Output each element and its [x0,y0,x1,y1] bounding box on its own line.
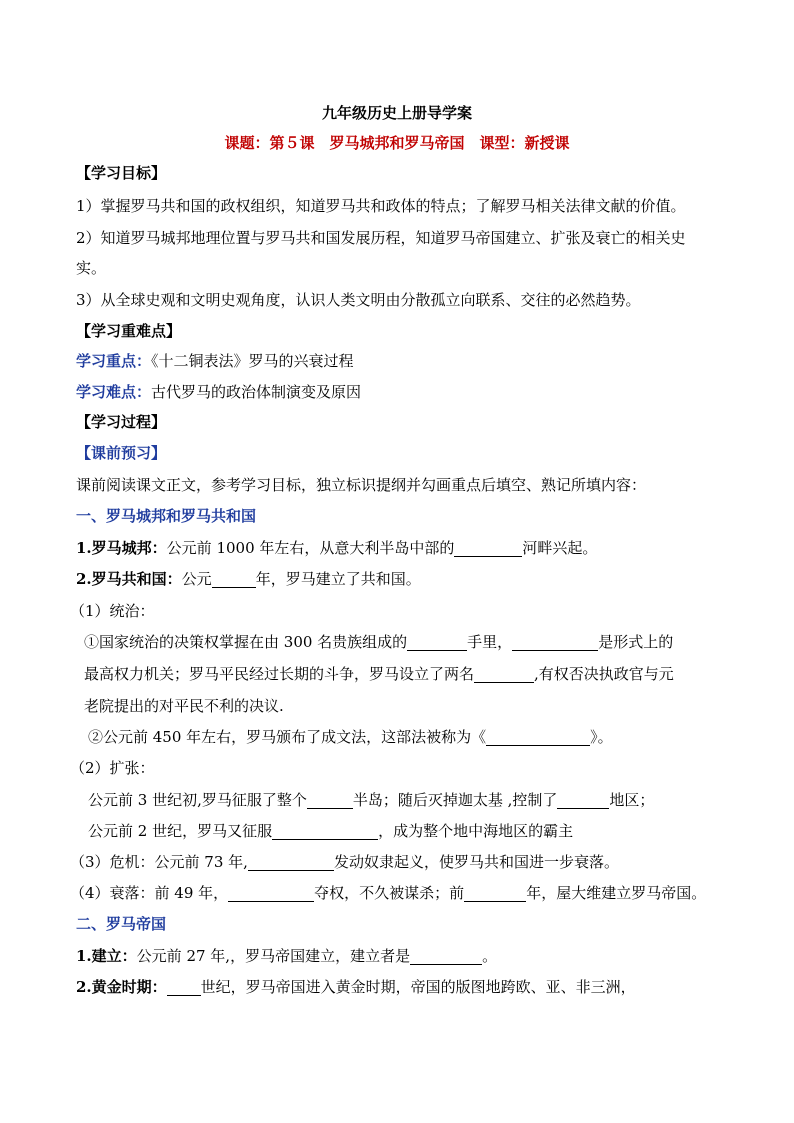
q2-label: 2.罗马共和国： [76,570,182,588]
crisis-line [70,851,619,873]
difficulty-line [76,381,361,403]
rule-2-line [88,726,613,748]
rule2-text-b: 》。 [590,728,613,746]
objective-1: 1）掌握罗马共和国的政权组织，知道罗马共和政体的特点；了解罗马相关法律文献的价值。 [76,197,686,215]
blank-peninsula[interactable] [307,792,353,809]
section1-q1 [76,537,597,559]
blank-century[interactable] [167,979,201,996]
keypoints-heading: 【学习重难点】 [76,322,182,340]
s2-q2-text-b: 世纪，罗马帝国进入黄金时期，帝国的版图地跨欧、亚、非三洲， [200,978,636,996]
rule-1-line2 [84,663,674,685]
blank-region[interactable] [557,792,609,809]
difficulty-text: 古代罗马的政治体制演变及原因 [151,383,362,401]
crisis-text-b: 发动奴隶起义，使罗马共和国进一步衰落。 [333,853,619,871]
decline-line [70,882,706,904]
expansion-line1 [88,789,654,811]
rule1-text-d: 最高权力机关；罗马平民经过长期的斗争，罗马设立了两名 [84,665,475,683]
objective-2-cont: 实。 [76,259,107,277]
q1-text-b: 河畔兴起。 [522,539,598,557]
blank-conquest[interactable] [272,823,378,840]
blank-assembly[interactable] [512,634,598,651]
rule1-text-c: 是形式上的 [598,633,674,651]
rule1-text-e: ,有权否决执政官与元 [534,665,674,683]
s2-q1-text-b: 。 [482,947,498,965]
preview-intro: 课前阅读课文正文，参考学习目标，独立标识提纲并勾画重点后填空、熟记所填内容： [76,476,647,494]
objectives-heading: 【学习目标】 [76,164,167,182]
focus-label: 学习重点： [76,352,152,370]
s2-q2-label: 2.黄金时期： [76,978,167,996]
blank-senate[interactable] [407,634,467,651]
expansion-line2 [88,820,573,842]
s2-q1-label: 1.建立： [76,947,137,965]
exp1-text-a: 公元前 3 世纪初,罗马征服了整个 [88,791,307,809]
rule1-text-a: ①国家统治的决策权掌握在由 300 名贵族组成的 [84,633,408,651]
expansion-label: （2）扩张： [70,759,155,777]
section1-q2 [76,568,421,590]
exp1-text-b: 半岛；随后灭掉迦太基 ,控制了 [352,791,558,809]
focus-text: 《十二铜表法》罗马的兴衰过程 [151,352,354,370]
blank-caesar[interactable] [228,885,314,902]
section1-heading: 一、罗马城邦和罗马共和国 [76,507,257,525]
section2-q1 [76,945,497,967]
rule-1-line1 [84,631,673,653]
decline-text-b: 夺权，不久被谋杀；前 [314,884,465,902]
preview-heading: 【课前预习】 [76,444,167,462]
page-title: 九年级历史上册导学案 [321,104,472,122]
q2-text-b: 年，罗马建立了共和国。 [255,570,421,588]
crisis-text-a: （3）危机：公元前 73 年, [70,853,248,871]
section2-heading: 二、罗马帝国 [76,915,167,933]
decline-text-c: 年，屋大维建立罗马帝国。 [526,884,707,902]
objective-3: 3）从全球史观和文明史观角度，认识人类文明由分散孤立向联系、交往的必然趋势。 [76,291,641,309]
decline-text-a: （4）衰落：前 49 年， [70,884,229,902]
blank-law-name[interactable] [486,729,590,746]
exp1-text-c: 地区； [609,791,655,809]
rule-label: （1）统治： [70,602,155,620]
difficulty-label: 学习难点： [76,383,152,401]
q2-text-a: 公元 [181,570,212,588]
rule2-text-a: ②公元前 450 年左右，罗马颁布了成文法，这部法被称为《 [88,728,487,746]
section2-q2 [76,976,636,998]
blank-empire-year[interactable] [464,885,526,902]
rule-1-line3: 老院提出的对平民不利的决议. [84,697,284,715]
blank-river[interactable] [454,540,522,557]
exp2-text-a: 公元前 2 世纪，罗马又征服 [88,822,273,840]
process-heading: 【学习过程】 [76,413,167,431]
blank-tribune[interactable] [474,666,534,683]
blank-republic-year[interactable] [212,571,256,588]
objective-2: 2）知道罗马城邦地理位置与罗马共和国发展历程，知道罗马帝国建立、扩张及衰亡的相关史 [76,229,686,247]
s2-q1-text-a: 公元前 27 年,，罗马帝国建立，建立者是 [136,947,411,965]
blank-spartacus[interactable] [248,854,334,871]
exp2-text-b: ，成为整个地中海地区的霸主 [378,822,574,840]
q1-label: 1.罗马城邦： [76,539,167,557]
rule1-text-b: 手里， [467,633,513,651]
focus-line [76,350,354,372]
q1-text-a: 公元前 1000 年左右，从意大利半岛中部的 [166,539,455,557]
lesson-subtitle: 课题：第５课 罗马城邦和罗马帝国 课型：新授课 [224,134,570,152]
blank-founder[interactable] [410,948,482,965]
